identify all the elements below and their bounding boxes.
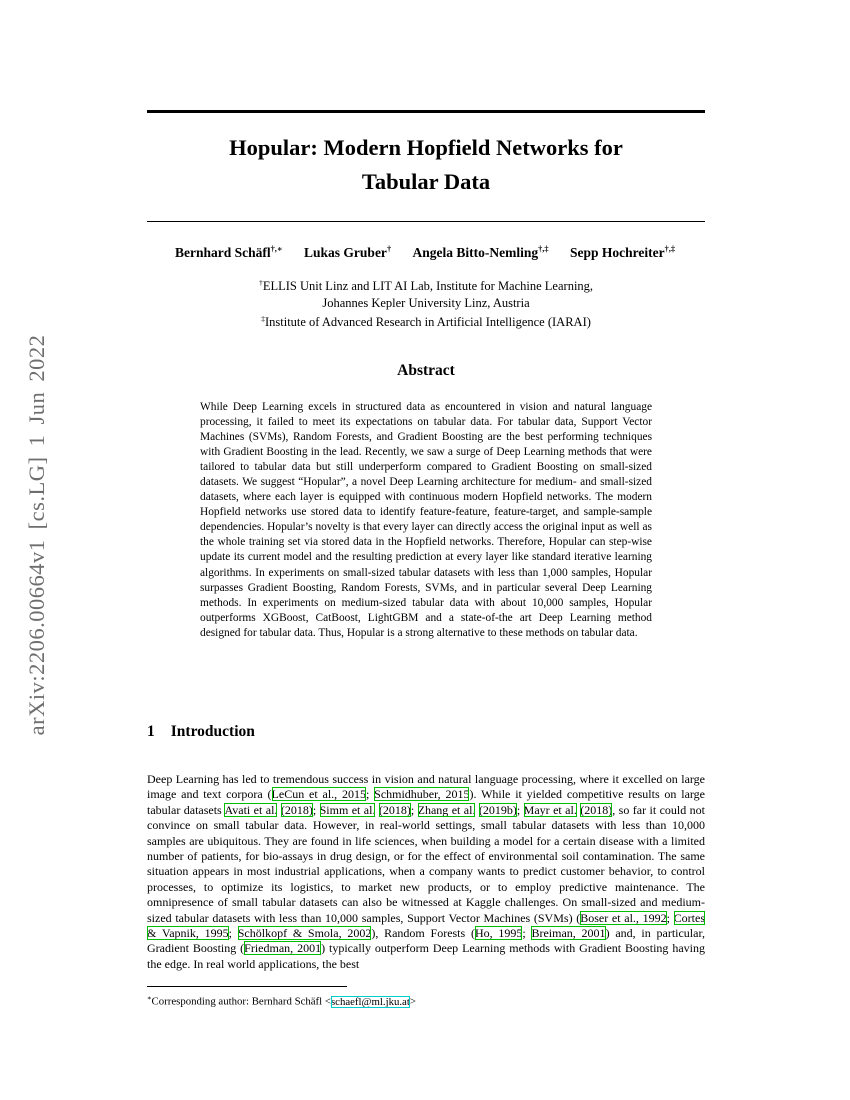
author-2-superscript: † — [386, 244, 392, 253]
affiliations — [147, 275, 705, 331]
citation-link[interactable]: Simm et al. — [319, 802, 376, 817]
text-segment: < — [324, 995, 331, 1008]
footnote — [147, 992, 705, 1009]
author-4-superscript: †,‡ — [664, 244, 676, 253]
citation-link[interactable]: (2018) — [580, 802, 613, 817]
text-segment: ; — [365, 787, 375, 802]
section-heading-introduction — [147, 723, 705, 741]
paper-title — [147, 131, 705, 199]
citation-link[interactable]: Friedman, 2001 — [244, 941, 322, 956]
text-segment: ; — [522, 926, 532, 941]
text-segment: ; — [666, 910, 674, 925]
affiliation-1-marker: † — [258, 278, 263, 287]
citation-link[interactable]: Boser et al., 1992 — [580, 910, 667, 925]
author-4 — [570, 245, 675, 260]
citation-link[interactable]: (2019b) — [478, 802, 517, 817]
arxiv-watermark: arXiv:2206.00664v1 [cs.LG] 1 Jun 2022 — [24, 334, 49, 736]
author-3-superscript: †,‡ — [538, 244, 549, 253]
citation-link[interactable]: LeCun et al., 2015 — [271, 787, 366, 802]
citation-link[interactable]: Mayr et al. — [523, 802, 577, 817]
affiliation-3-marker: ‡ — [261, 314, 265, 324]
text-segment: ) and, in particular, Gradient Boosting ( — [147, 926, 705, 956]
text-segment: ; — [312, 802, 320, 817]
intro-paragraph — [147, 772, 705, 972]
citation-link[interactable]: (2018) — [378, 802, 411, 817]
text-segment: Corresponding author: Bernhard Schäfl — [151, 995, 325, 1008]
citation-link[interactable]: Cortes & Vapnik, 1995 — [147, 910, 705, 941]
affiliation-3-text: Institute of Advanced Research in Artificial Intelligence (IARAI) — [264, 315, 591, 330]
affiliation-1-text: ELLIS Unit Linz and LIT AI Lab, Institute for Machine Learning, — [262, 279, 594, 294]
text-segment: , so far it could not convince on small tabular data. However, in real-world settings, small tabular datasets with less than 10,000 samples are ubiquitous. They are found in life sciences, when building a model for a certain disease with a limited number of patients, for bio-assays in drug design, or for the effect of environmental soil contamination. The same situation appears in most industrial applications, when a company wants to predict customer behavior, to control processes, to optimize its logistics, to market new products, or to employ predictive maintenance. The omnipresence of small tabular datasets can also be witnessed at Kaggle challenges. On small-sized and medium-sized tabular datasets with less than 10,000 samples, Support Vector Machines (SVMs) ( — [147, 802, 705, 925]
paper-title-line2: Tabular Data — [361, 169, 491, 194]
paper-title-line1: Hopular: Modern Hopfield Networks for — [229, 135, 623, 160]
text-segment: ) typically outperform Deep Learning methods with Gradient Boosting having the edge. In real world applications, the best — [147, 941, 705, 971]
text-segment: ; — [228, 926, 238, 941]
citation-link[interactable]: Breiman, 2001 — [531, 926, 606, 941]
affiliation-line-3 — [147, 311, 705, 331]
text-segment: ; — [516, 802, 524, 817]
citation-link[interactable]: (2018) — [280, 802, 313, 817]
citation-link[interactable]: Avati et al. — [224, 802, 278, 817]
author-2 — [304, 245, 391, 260]
affiliation-line-2 — [147, 295, 705, 312]
section-number: 1 — [147, 723, 155, 740]
affiliation-2-text: Johannes Kepler University Linz, Austria — [322, 295, 530, 310]
author-2-name: Lukas Gruber — [304, 244, 387, 260]
abstract-heading: Abstract — [397, 362, 455, 379]
superscript-marker: ∗ — [147, 995, 152, 1002]
text-segment: Deep Learning has led to tremendous success in vision and natural language processing, where it excelled on large image and text corpora ( — [147, 772, 705, 802]
citation-link[interactable]: Zhang et al. — [417, 802, 476, 817]
email-link[interactable]: schaefl@ml.jku.at — [330, 995, 410, 1008]
author-1 — [175, 245, 283, 260]
author-1-superscript: †,∗ — [270, 244, 283, 253]
citation-link[interactable]: Ho, 1995 — [474, 926, 523, 941]
author-4-name: Sepp Hochreiter — [569, 244, 665, 260]
title-rule-top — [147, 110, 705, 113]
author-1-name: Bernhard Schäfl — [174, 244, 271, 260]
title-rule-bottom — [147, 221, 705, 222]
text-segment: ). While it yielded competitive results on large tabular datasets — [147, 787, 706, 817]
citation-link[interactable]: Schölkopf & Smola, 2002 — [237, 926, 372, 941]
text-segment: > — [409, 995, 416, 1008]
affiliation-line-1 — [147, 275, 705, 295]
authors-line — [73, 243, 777, 261]
footnote-rule — [147, 986, 347, 987]
text-segment: ), Random Forests ( — [371, 926, 475, 941]
author-3-name: Angela Bitto-Nemling — [412, 244, 539, 260]
citation-link[interactable]: Schmidhuber, 2015 — [374, 787, 470, 802]
section-title: Introduction — [170, 723, 255, 740]
author-3 — [413, 245, 549, 260]
abstract-text: While Deep Learning excels in structured data as encountered in vision and natural language processing, it failed to meet its expectations on tabular data. For tabular data, Support Vector Machines (SVMs), Random Forests, and Gradient Boosting are the best performing techniques with Gradient Boosting in the lead. Recently, we saw a surge of Deep Learning methods that were tailored to tabular data but still underperform compared to Gradient Boosting on small-sized datasets. We suggest “Hopular”, a novel Deep Learning architecture for medium- and small-sized datasets, where each layer is equipped with continuous modern Hopfield networks. The modern Hopfield networks use stored data to identify feature-feature, feature-target, and sample-sample dependencies. Hopular’s novelty is that every layer can directly access the original input as well as the whole training set via stored data in the Hopfield networks. Therefore, Hopular can step-wise update its current model and the resulting prediction at every layer like standard iterative learning algorithms. In experiments on small-sized tabular datasets with less than 1,000 samples, Hopular surpasses Gradient Boosting, Random Forests, SVMs, and in particular several Deep Learning methods. In experiments on medium-sized tabular data with about 10,000 samples, Hopular outperforms XGBoost, CatBoost, LightGBM and a state-of-the art Deep Learning method designed for tabular data. Thus, Hopular is a strong alternative to these methods on tabular data. — [200, 401, 652, 639]
text-segment: ; — [410, 802, 418, 817]
